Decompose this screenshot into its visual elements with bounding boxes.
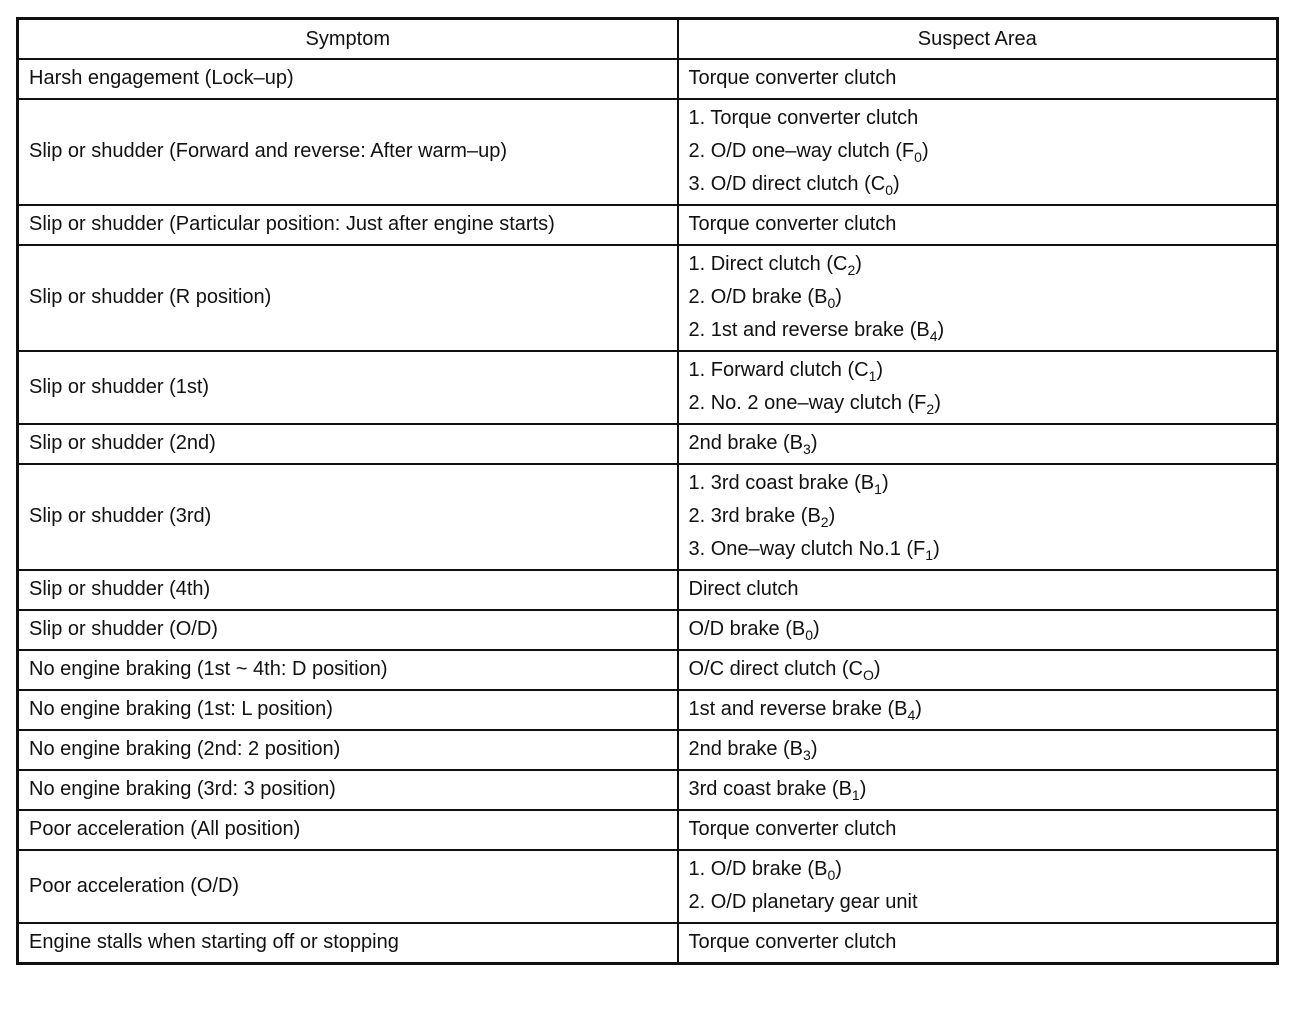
symptom-cell: Slip or shudder (1st) bbox=[18, 351, 678, 424]
suspect-area-line bbox=[689, 613, 1267, 646]
suspect-area-cell bbox=[678, 351, 1278, 424]
table-body bbox=[18, 59, 1278, 964]
suspect-area-line bbox=[689, 467, 1267, 500]
suspect-text-end: ) bbox=[810, 738, 818, 760]
suspect-text: 1. O/D brake (B bbox=[688, 858, 828, 880]
suspect-area-line bbox=[689, 773, 1267, 806]
symptom-cell: No engine braking (1st: L position) bbox=[18, 690, 678, 730]
suspect-text: Torque converter clutch bbox=[688, 818, 897, 840]
suspect-area-line bbox=[689, 427, 1267, 460]
component-subscript: 3 bbox=[803, 441, 811, 457]
suspect-area-line bbox=[689, 208, 1267, 241]
suspect-area-cell bbox=[678, 770, 1278, 810]
suspect-area-cell bbox=[678, 570, 1278, 610]
table-row bbox=[18, 923, 1278, 964]
suspect-text-end: ) bbox=[828, 505, 836, 527]
suspect-text-end: ) bbox=[934, 392, 941, 414]
suspect-area-line bbox=[689, 281, 1267, 314]
suspect-area-cell bbox=[678, 99, 1278, 205]
component-subscript: 2 bbox=[847, 262, 856, 278]
table-row bbox=[18, 351, 1278, 424]
component-subscript: O bbox=[862, 667, 874, 683]
suspect-text: Torque converter clutch bbox=[688, 213, 897, 235]
table-row bbox=[18, 650, 1278, 690]
component-subscript: 1 bbox=[874, 481, 882, 497]
symptom-cell: Engine stalls when starting off or stopping bbox=[18, 923, 678, 964]
suspect-area-line bbox=[689, 693, 1267, 726]
table-row bbox=[18, 59, 1278, 99]
suspect-text: 1. Torque converter clutch bbox=[688, 107, 919, 129]
suspect-text: 2. No. 2 one–way clutch (F bbox=[688, 392, 927, 414]
diagnosis-table bbox=[16, 17, 1279, 965]
component-subscript: 1 bbox=[851, 787, 860, 803]
suspect-text: 2. O/D brake (B bbox=[688, 286, 828, 308]
suspect-text: 2. O/D planetary gear unit bbox=[688, 891, 918, 913]
suspect-text-end: ) bbox=[876, 359, 884, 381]
suspect-area-line bbox=[689, 886, 1267, 919]
component-subscript: 4 bbox=[907, 707, 916, 723]
suspect-area-line bbox=[689, 168, 1267, 201]
header-symptom: Symptom bbox=[18, 19, 678, 60]
table-row bbox=[18, 810, 1278, 850]
suspect-text: 2nd brake (B bbox=[688, 738, 804, 760]
suspect-area-line bbox=[689, 387, 1267, 420]
component-subscript: 3 bbox=[803, 747, 811, 763]
suspect-area-line bbox=[689, 573, 1267, 606]
suspect-text-end: ) bbox=[835, 286, 842, 308]
suspect-area-cell bbox=[678, 464, 1278, 570]
component-subscript: 1 bbox=[925, 547, 934, 563]
symptom-cell: Poor acceleration (O/D) bbox=[18, 850, 678, 923]
suspect-text: 3rd coast brake (B bbox=[688, 778, 852, 800]
table-row bbox=[18, 464, 1278, 570]
suspect-area-cell bbox=[678, 610, 1278, 650]
symptom-cell: Slip or shudder (3rd) bbox=[18, 464, 678, 570]
component-subscript: 0 bbox=[914, 149, 922, 165]
suspect-area-cell bbox=[678, 59, 1278, 99]
table-row bbox=[18, 205, 1278, 245]
suspect-text: 1st and reverse brake (B bbox=[688, 698, 908, 720]
symptom-cell: Harsh engagement (Lock–up) bbox=[18, 59, 678, 99]
symptom-cell: No engine braking (2nd: 2 position) bbox=[18, 730, 678, 770]
suspect-area-cell bbox=[678, 650, 1278, 690]
suspect-text-end: ) bbox=[915, 698, 922, 720]
suspect-text: 2. 3rd brake (B bbox=[688, 505, 821, 527]
suspect-area-line bbox=[689, 853, 1267, 886]
suspect-area-cell bbox=[678, 923, 1278, 964]
suspect-text-end: ) bbox=[921, 140, 929, 162]
suspect-text: 3. One–way clutch No.1 (F bbox=[688, 538, 926, 560]
table-row bbox=[18, 245, 1278, 351]
symptom-cell: Slip or shudder (Particular position: Just after engine starts) bbox=[18, 205, 678, 245]
suspect-area-line bbox=[689, 62, 1267, 95]
suspect-area-cell bbox=[678, 850, 1278, 923]
suspect-text-end: ) bbox=[855, 253, 862, 275]
component-subscript: 0 bbox=[805, 627, 813, 643]
component-subscript: 0 bbox=[885, 182, 894, 198]
symptom-cell: Slip or shudder (Forward and reverse: After warm–up) bbox=[18, 99, 678, 205]
suspect-text: 1. Forward clutch (C bbox=[688, 359, 869, 381]
table-row bbox=[18, 610, 1278, 650]
suspect-text-end: ) bbox=[933, 538, 940, 560]
table-row bbox=[18, 99, 1278, 205]
suspect-area-line bbox=[689, 533, 1267, 566]
table-row bbox=[18, 770, 1278, 810]
suspect-area-cell bbox=[678, 810, 1278, 850]
suspect-area-line bbox=[689, 102, 1267, 135]
suspect-area-line bbox=[689, 653, 1267, 686]
suspect-text-end: ) bbox=[810, 432, 818, 454]
symptom-cell: Poor acceleration (All position) bbox=[18, 810, 678, 850]
header-row bbox=[18, 19, 1278, 60]
suspect-text: Torque converter clutch bbox=[688, 67, 897, 89]
suspect-text-end: ) bbox=[873, 658, 881, 680]
suspect-text-end: ) bbox=[893, 173, 900, 195]
suspect-text: 2nd brake (B bbox=[688, 432, 804, 454]
table-row bbox=[18, 850, 1278, 923]
suspect-area-line bbox=[689, 135, 1267, 168]
table-row bbox=[18, 570, 1278, 610]
suspect-area-line bbox=[689, 500, 1267, 533]
header-suspect-area: Suspect Area bbox=[678, 19, 1278, 60]
suspect-text: 1. Direct clutch (C bbox=[688, 253, 848, 275]
component-subscript: 4 bbox=[929, 328, 938, 344]
table-row bbox=[18, 424, 1278, 464]
symptom-cell: No engine braking (1st ~ 4th: D position) bbox=[18, 650, 678, 690]
component-subscript: 0 bbox=[827, 295, 836, 311]
suspect-text: 3. O/D direct clutch (C bbox=[688, 173, 886, 195]
symptom-cell: Slip or shudder (R position) bbox=[18, 245, 678, 351]
symptom-cell: No engine braking (3rd: 3 position) bbox=[18, 770, 678, 810]
suspect-text: O/C direct clutch (C bbox=[688, 658, 863, 680]
suspect-area-cell bbox=[678, 245, 1278, 351]
suspect-area-cell bbox=[678, 730, 1278, 770]
suspect-area-line bbox=[689, 813, 1267, 846]
table-row bbox=[18, 690, 1278, 730]
suspect-text-end: ) bbox=[835, 858, 842, 880]
suspect-area-line bbox=[689, 354, 1267, 387]
suspect-area-cell bbox=[678, 690, 1278, 730]
suspect-area-line bbox=[689, 314, 1267, 347]
suspect-area-line bbox=[689, 733, 1267, 766]
suspect-text-end: ) bbox=[813, 618, 820, 640]
suspect-text: Torque converter clutch bbox=[688, 931, 897, 953]
suspect-area-cell bbox=[678, 205, 1278, 245]
suspect-area-line bbox=[689, 248, 1267, 281]
component-subscript: 2 bbox=[820, 514, 829, 530]
symptom-cell: Slip or shudder (O/D) bbox=[18, 610, 678, 650]
component-subscript: 2 bbox=[926, 401, 935, 417]
suspect-text: 2. O/D one–way clutch (F bbox=[688, 140, 915, 162]
suspect-text-end: ) bbox=[881, 472, 889, 494]
suspect-text: 2. 1st and reverse brake (B bbox=[688, 319, 930, 341]
component-subscript: 1 bbox=[868, 368, 877, 384]
suspect-text: O/D brake (B bbox=[688, 618, 806, 640]
suspect-text: 1. 3rd coast brake (B bbox=[688, 472, 875, 494]
suspect-area-line bbox=[689, 926, 1267, 959]
table-row bbox=[18, 730, 1278, 770]
suspect-text-end: ) bbox=[859, 778, 867, 800]
symptom-cell: Slip or shudder (2nd) bbox=[18, 424, 678, 464]
component-subscript: 0 bbox=[827, 867, 836, 883]
symptom-cell: Slip or shudder (4th) bbox=[18, 570, 678, 610]
suspect-text-end: ) bbox=[937, 319, 945, 341]
suspect-text: Direct clutch bbox=[688, 578, 799, 600]
suspect-area-cell bbox=[678, 424, 1278, 464]
